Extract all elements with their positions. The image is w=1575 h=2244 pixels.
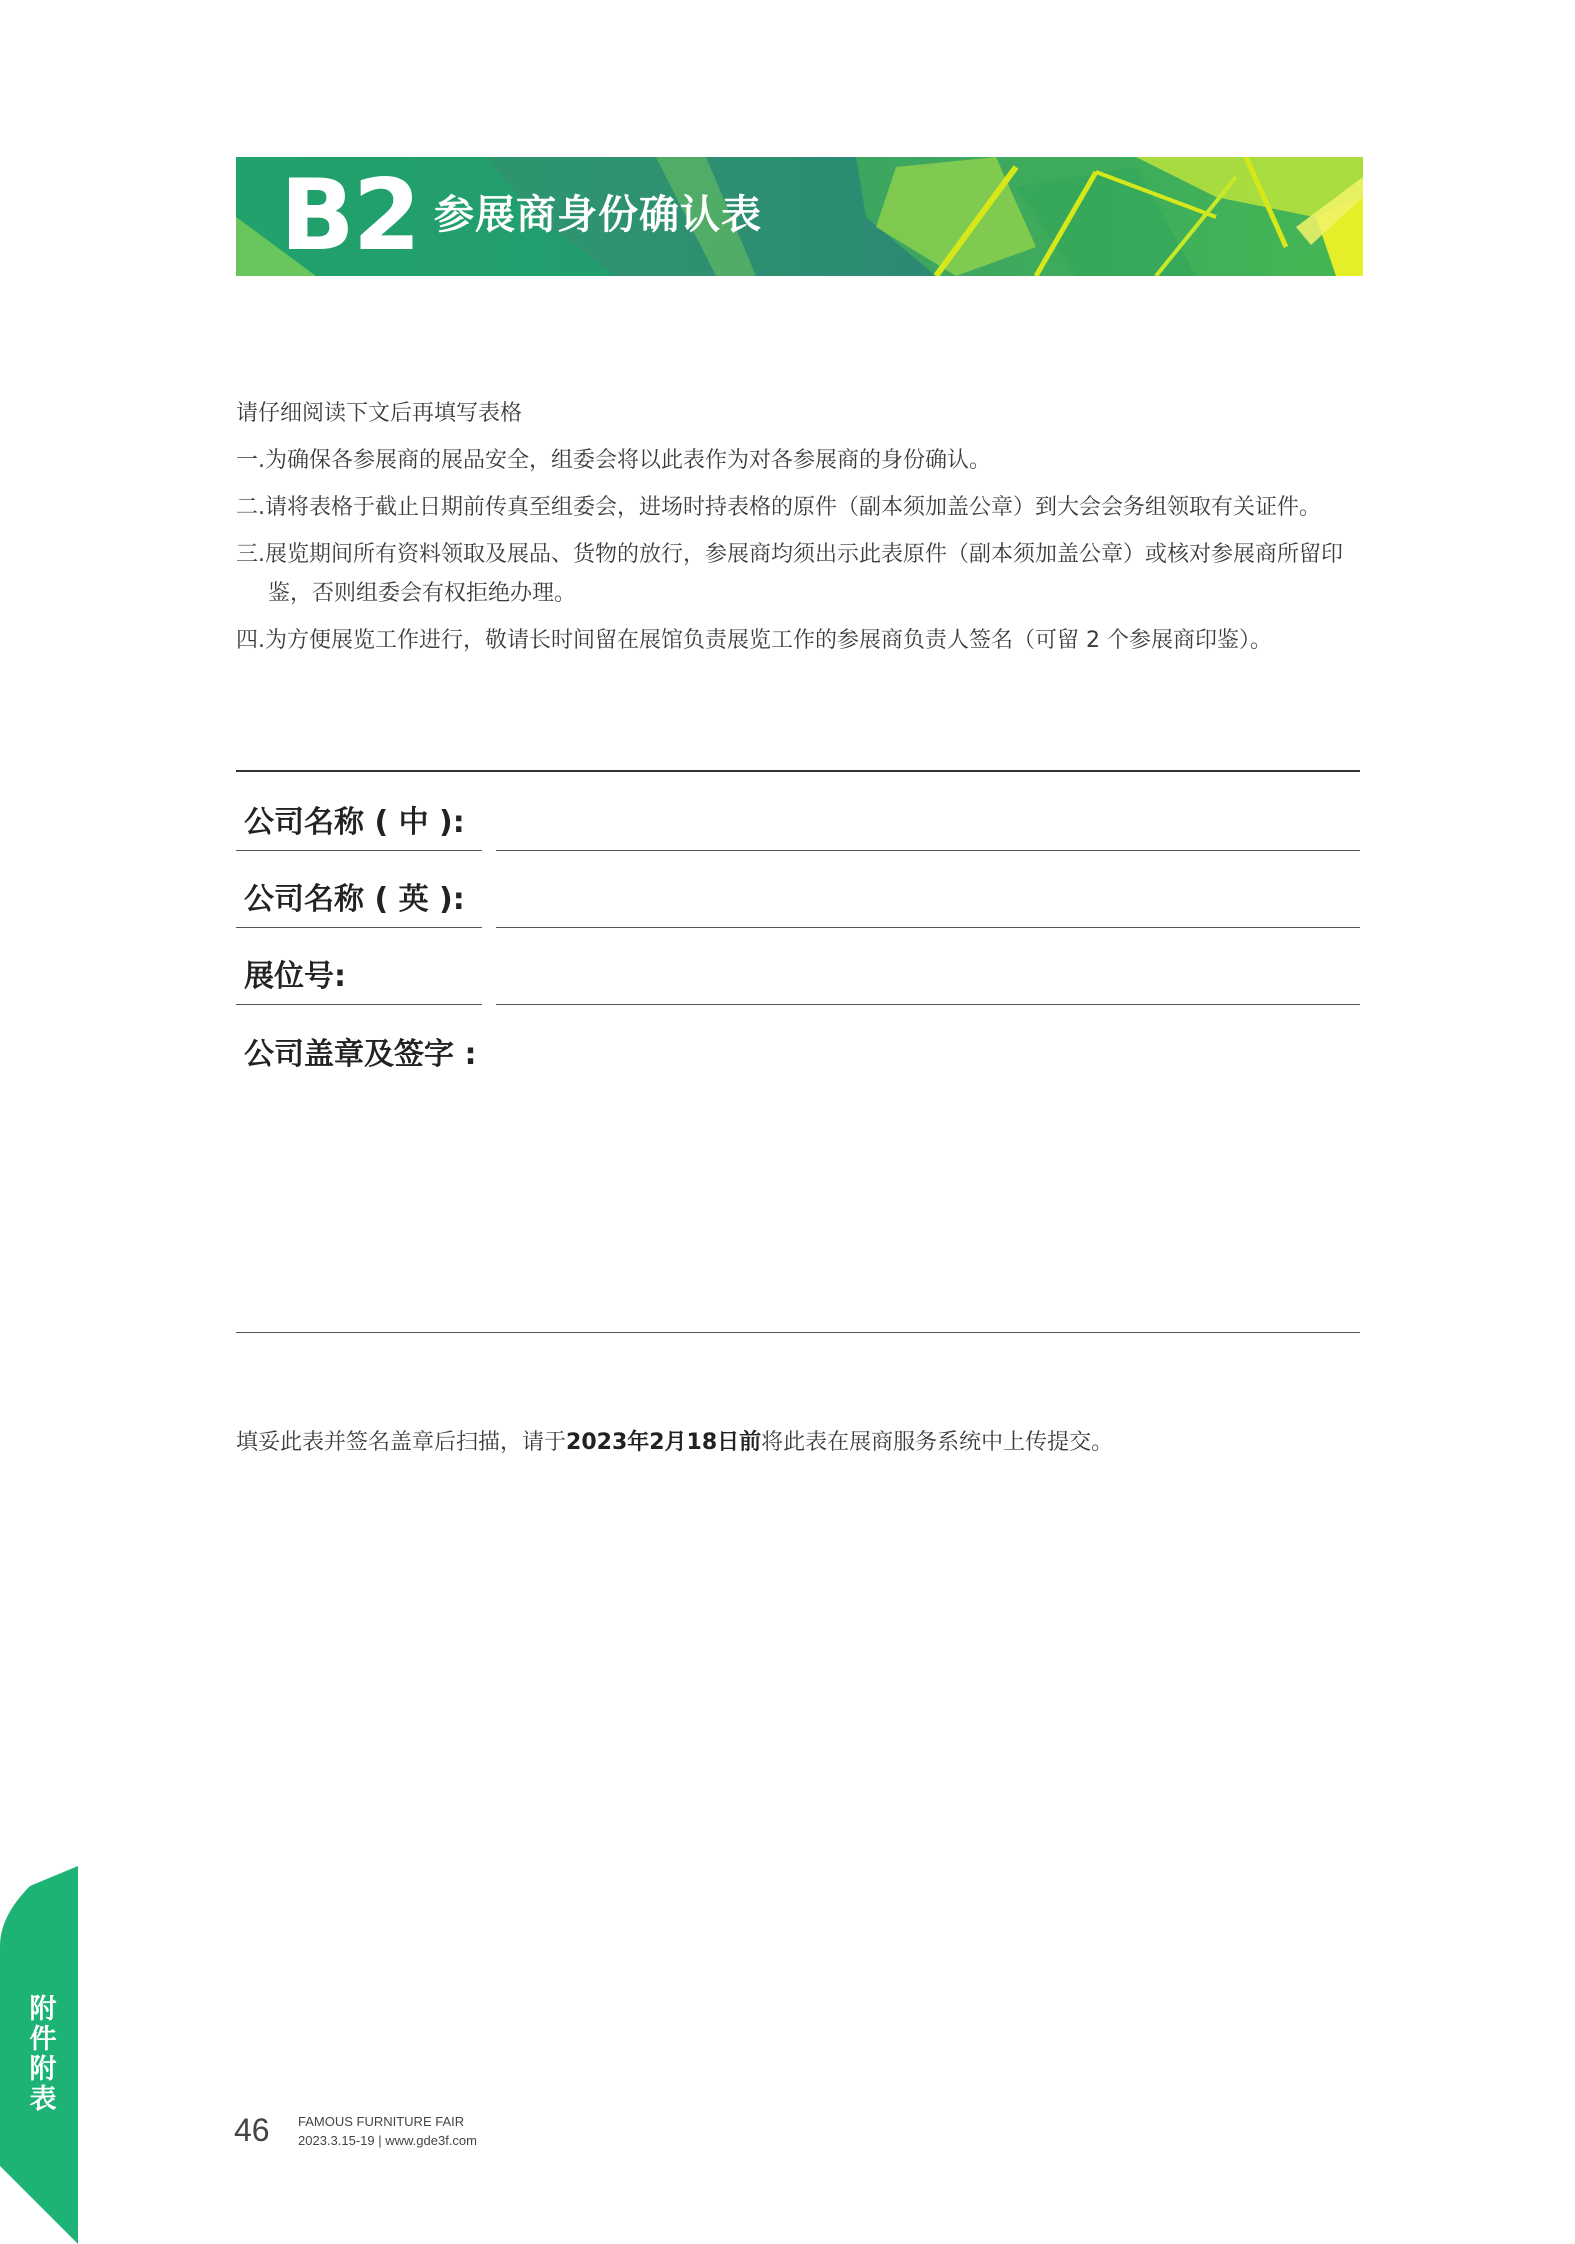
side-tab-char: 表	[29, 2084, 57, 2115]
seal-signature-area[interactable]	[236, 1332, 1360, 1333]
booth-number-label: 展位号:	[244, 959, 346, 994]
footer-info: 2023.3.15-19 | www.gde3f.com	[298, 2133, 477, 2148]
label-underline	[236, 1004, 482, 1005]
header-banner	[236, 157, 1363, 276]
page-number: 46	[234, 2112, 270, 2148]
section-code: B2	[280, 159, 419, 273]
company-name-cn-label: 公司名称 ( 中 ):	[244, 805, 465, 840]
side-tab-char: 附	[29, 1994, 57, 2025]
deadline-prefix: 填妥此表并签名盖章后扫描，请于	[236, 1430, 567, 1455]
company-name-en-label: 公司名称 ( 英 ):	[244, 882, 465, 917]
footer-fair-name: FAMOUS FURNITURE FAIR	[298, 2114, 465, 2129]
deadline-note	[236, 1426, 1113, 1460]
label-underline	[236, 927, 482, 928]
company-name-en-field[interactable]	[496, 927, 1360, 928]
instruction-item-3: 三.展览期间所有资料领取及展品、货物的放行，参展商均须出示此表原件（副本须加盖公章）或核对参展商所留印鉴，否则组委会有权拒绝办理。	[236, 542, 1343, 606]
label-underline	[236, 850, 482, 851]
page-title: 参展商身份确认表	[434, 192, 762, 238]
company-name-cn-field[interactable]	[496, 850, 1360, 851]
instruction-item-4: 四.为方便展览工作进行，敬请长时间留在展馆负责展览工作的参展商负责人签名（可留 2 个参展商印鉴）。	[236, 628, 1272, 653]
side-tab-label	[26, 1995, 60, 2115]
side-tab-char: 件	[29, 2024, 57, 2055]
deadline-date: 2023年2月18日前	[566, 1430, 762, 1455]
side-tab-char: 附	[29, 2054, 57, 2085]
seal-signature-label: 公司盖章及签字 :	[244, 1037, 477, 1072]
instructions	[236, 394, 1366, 668]
instructions-intro: 请仔细阅读下文后再填写表格	[236, 401, 523, 426]
instruction-item-2: 二.请将表格于截止日期前传真至组委会，进场时持表格的原件（副本须加盖公章）到大会会务组领取有关证件。	[236, 495, 1321, 520]
instruction-item-1: 一.为确保各参展商的展品安全，组委会将以此表作为对各参展商的身份确认。	[236, 448, 991, 473]
deadline-suffix: 将此表在展商服务系统中上传提交。	[761, 1430, 1114, 1455]
form-top-rule	[236, 770, 1360, 772]
booth-number-field[interactable]	[496, 1004, 1360, 1005]
